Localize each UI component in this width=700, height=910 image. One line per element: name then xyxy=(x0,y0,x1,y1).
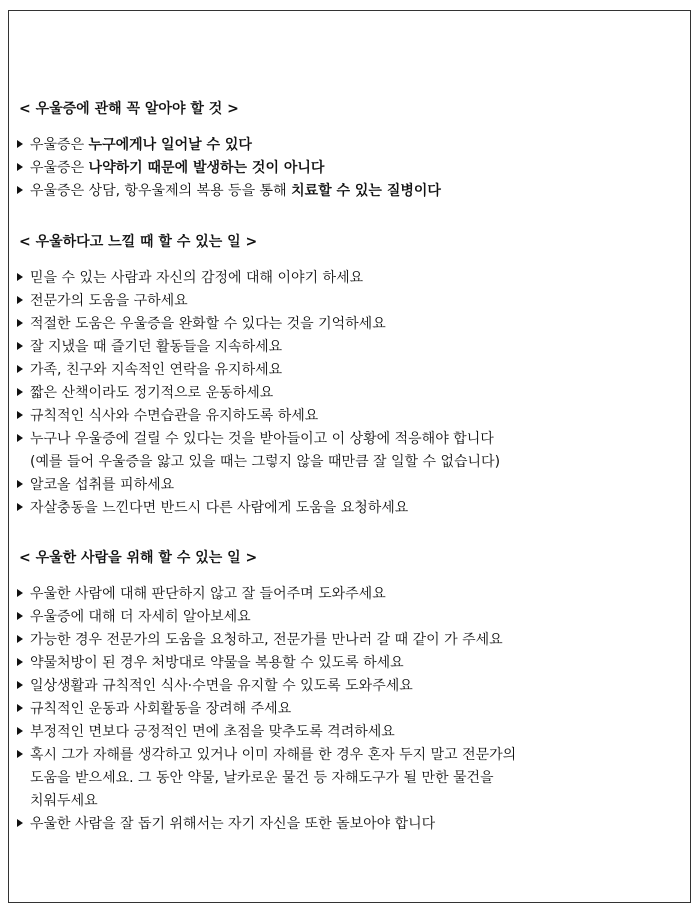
item-text: 우울증에 대해 더 자세히 알아보세요 xyxy=(30,609,251,625)
section-2-item-7 xyxy=(17,406,318,426)
section-2-item-8 xyxy=(17,429,494,449)
bullet-icon xyxy=(17,186,23,194)
section-2-item-3 xyxy=(17,314,386,334)
item-text: 적절한 도움은 우울증을 완화할 수 있다는 것을 기억하세요 xyxy=(30,316,386,332)
document-page xyxy=(8,10,691,903)
item-text: 혹시 그가 자해를 생각하고 있거나 이미 자해를 한 경우 혼자 두지 말고 전문가의 xyxy=(30,747,517,763)
bullet-icon xyxy=(17,319,23,327)
bullet-icon xyxy=(17,388,23,396)
item-text: 잘 지냈을 때 즐기던 활동들을 지속하세요 xyxy=(30,339,283,355)
section-3-item-1 xyxy=(17,584,386,604)
bullet-icon xyxy=(17,163,23,171)
section-3-item-3 xyxy=(17,630,503,650)
bullet-icon xyxy=(17,434,23,442)
section-1-item-2 xyxy=(17,158,324,178)
section-2-item-10 xyxy=(17,498,408,518)
item-text: 가능한 경우 전문가의 도움을 요청하고, 전문가를 만나러 갈 때 같이 가 주세요 xyxy=(30,632,503,648)
item-text: 가족, 친구와 지속적인 연락을 유지하세요 xyxy=(30,362,283,378)
bullet-icon xyxy=(17,273,23,281)
item-text: 우울증은 xyxy=(30,137,89,153)
bullet-icon xyxy=(17,411,23,419)
section-2-item-9 xyxy=(17,475,174,495)
item-text: 규칙적인 식사와 수면습관을 유지하도록 하세요 xyxy=(30,408,319,424)
item-text: 일상생활과 규칙적인 식사·수면을 유지할 수 있도록 도와주세요 xyxy=(30,678,413,694)
section-3-item-8-continuation-1: 도움을 받으세요. 그 동안 약물, 날카로운 물건 등 자해도구가 될 만한 물건을 xyxy=(30,770,494,786)
section-3-heading: < 우울한 사람을 위해 할 수 있는 일 > xyxy=(19,550,258,566)
item-text: 짧은 산책이라도 정기적으로 운동하세요 xyxy=(30,385,274,401)
item-bold-text: 치료할 수 있는 질병이다 xyxy=(291,183,441,199)
item-text: 부정적인 면보다 긍정적인 면에 초점을 맞추도록 격려하세요 xyxy=(30,724,395,740)
bullet-icon xyxy=(17,589,23,597)
section-3-item-6 xyxy=(17,699,291,719)
item-text: 자살충동을 느낀다면 반드시 다른 사람에게 도움을 요청하세요 xyxy=(30,500,409,516)
bullet-icon xyxy=(17,612,23,620)
bullet-icon xyxy=(17,727,23,735)
bullet-icon xyxy=(17,704,23,712)
bullet-icon xyxy=(17,296,23,304)
item-text: 약물처방이 된 경우 처방대로 약물을 복용할 수 있도록 하세요 xyxy=(30,655,404,671)
section-3-item-9 xyxy=(17,814,435,834)
section-2-item-8-continuation: (예를 들어 우울증을 앓고 있을 때는 그렇지 않을 때만큼 잘 일할 수 없습니다) xyxy=(30,454,501,470)
bullet-icon xyxy=(17,365,23,373)
section-3-item-8-continuation-2: 치워두세요 xyxy=(30,793,98,809)
item-bold-text: 누구에게나 일어날 수 있다 xyxy=(88,137,252,153)
item-text: 우울한 사람에 대해 판단하지 않고 잘 들어주며 도와주세요 xyxy=(30,586,386,602)
bullet-icon xyxy=(17,140,23,148)
section-2-item-6 xyxy=(17,383,273,403)
section-2-item-4 xyxy=(17,337,282,357)
bullet-icon xyxy=(17,750,23,758)
section-3-item-4 xyxy=(17,653,404,673)
section-2-item-1 xyxy=(17,268,363,288)
section-1-item-3 xyxy=(17,181,441,201)
item-text: 규칙적인 운동과 사회활동을 장려해 주세요 xyxy=(30,701,292,717)
section-2-item-5 xyxy=(17,360,282,380)
bullet-icon xyxy=(17,819,23,827)
section-1-item-1 xyxy=(17,135,252,155)
bullet-icon xyxy=(17,658,23,666)
item-text: 믿을 수 있는 사람과 자신의 감정에 대해 이야기 하세요 xyxy=(30,270,364,286)
section-3-item-8 xyxy=(17,745,516,765)
item-text: 누구나 우울증에 걸릴 수 있다는 것을 받아들이고 이 상황에 적응해야 합니다 xyxy=(30,431,494,447)
bullet-icon xyxy=(17,480,23,488)
item-text: 우울증은 상담, 항우울제의 복용 등을 통해 xyxy=(30,183,292,199)
item-bold-text: 나약하기 때문에 발생하는 것이 아니다 xyxy=(88,160,325,176)
bullet-icon xyxy=(17,342,23,350)
item-text: 알코올 섭취를 피하세요 xyxy=(30,477,175,493)
section-3-item-2 xyxy=(17,607,251,627)
section-2-item-2 xyxy=(17,291,188,311)
item-text: 우울한 사람을 잘 돕기 위해서는 자기 자신을 또한 돌보아야 합니다 xyxy=(30,816,436,832)
item-text: 전문가의 도움을 구하세요 xyxy=(30,293,188,309)
section-3-item-5 xyxy=(17,676,413,696)
section-1-heading: < 우울증에 관해 꼭 알아야 할 것 > xyxy=(19,101,239,117)
bullet-icon xyxy=(17,635,23,643)
item-text: 우울증은 xyxy=(30,160,89,176)
bullet-icon xyxy=(17,681,23,689)
section-3-item-7 xyxy=(17,722,395,742)
section-2-heading: < 우울하다고 느낄 때 할 수 있는 일 > xyxy=(19,234,258,250)
bullet-icon xyxy=(17,503,23,511)
